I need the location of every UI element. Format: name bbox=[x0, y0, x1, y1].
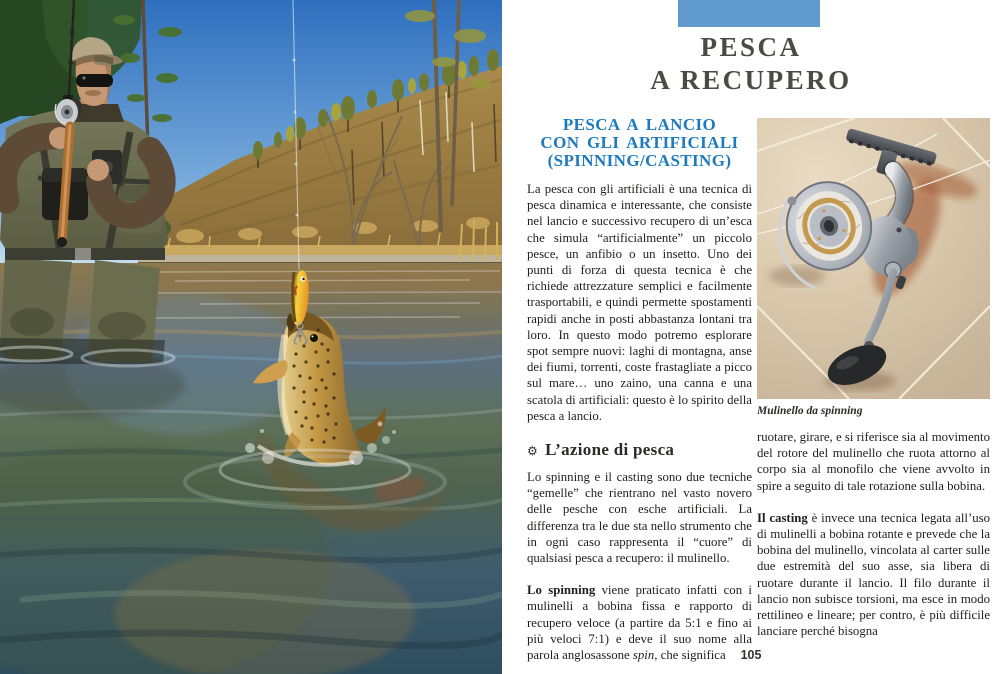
text-column-right bbox=[757, 114, 990, 639]
intro-paragraph: La pesca con gli artificiali è una tecnica di pesca dinamica e interessante, che consiste nel lancio e successivo recupero di un’esca che simula “artificialmente” un piccolo pesce, un anfibio o un insetto. Uno dei punti di forza di questa tecnica è che richiede attrezzature semplici e facilmente trasportabili, e quindi permette spostamenti rapidi anche in posti abbastanza lontani tra loro. In questo modo potremo esplorare spot sempre nuovi: laghi di montagna, anse dei fiumi, torrenti, coste frastagliate a picco sul mare… uno zaino, una canna e una scatola di artificiali: questo è lo spirito della pesca a lancio. bbox=[527, 182, 752, 423]
paragraph-text: è invece una tecnica legata all’uso di mulinelli a bobina rotante e prevede che la bobina del mulinello, vincolata al carter sulle due estremità del suo asse, sia libera di ruotare durante il lancio. Il filo durante il lancio non subisce torsioni, ma esce in modo rettilineo e lineare; per contro, è più difficile lanciare perché bisogna bbox=[757, 510, 990, 639]
sunglasses bbox=[76, 74, 113, 87]
text-column-left bbox=[527, 114, 752, 663]
paragraph-lead: Il casting bbox=[757, 510, 808, 525]
paragraph-lead: Lo spinning bbox=[527, 583, 596, 598]
paragraph-casting bbox=[757, 510, 990, 640]
section-heading bbox=[527, 440, 752, 460]
chapter-header-bar bbox=[678, 0, 820, 27]
article-heading bbox=[527, 116, 752, 170]
book-page bbox=[502, 0, 1000, 674]
article-heading-line3: (SPINNING/CASTING) bbox=[547, 151, 732, 170]
reel-photo bbox=[757, 118, 990, 399]
chapter-title-line2: A RECUPERO bbox=[650, 65, 852, 95]
paragraph-rotation: ruotare, girare, e si riferisce sia al movimento del rotore del mulinello che ruota attorno al corpo sia al monofilo che viene avvolto in spire a seguito di tale rotazione sulla bobina. bbox=[757, 430, 990, 493]
article-heading-line1: PESCA A LANCIO bbox=[562, 115, 717, 134]
page-number: 105 bbox=[740, 648, 762, 662]
paragraph-text-end: , che significa bbox=[654, 648, 726, 663]
article-heading-line2: CON GLI ARTIFICIALI bbox=[540, 133, 739, 152]
section-heading-label: L’azione di pesca bbox=[545, 440, 675, 460]
chapter-title bbox=[502, 31, 1000, 97]
rosette-icon: ⚙ bbox=[527, 444, 539, 459]
figure-caption: Mulinello da spinning bbox=[757, 405, 863, 417]
reel-figure bbox=[757, 118, 990, 417]
paragraph-spinning-casting: Lo spinning e il casting sono due tecniche “gemelle” che rientrano nel vasto novero delle pesche con esche artificiali. La differenza tra le due sta nello strumento che in ogni caso rappresenta il “cuore” di qualsiasi pesca a recupero: il mulinello. bbox=[527, 470, 752, 566]
emphasized-term: spin bbox=[632, 648, 655, 663]
paragraph-text: viene praticato infatti con i mulinelli a bobina fissa e rapporto di recupero veloce (a partire da 5:1 e fino ai più veloci 7:1) e deve il suo nome alla parola anglosassone bbox=[527, 583, 752, 663]
chapter-title-line1: PESCA bbox=[700, 32, 802, 62]
